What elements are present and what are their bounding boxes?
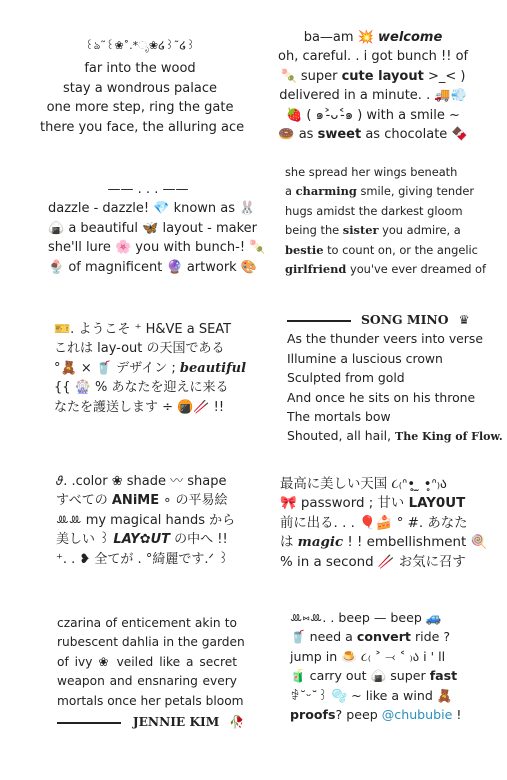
block-color-shade xyxy=(56,472,236,569)
text-line: of ivy ❀ veiled like a secret xyxy=(57,654,237,669)
text-line xyxy=(285,182,475,201)
text-segment: smile, giving tender xyxy=(356,184,475,199)
text-line xyxy=(285,260,487,279)
text-line: 🎫. ようこそ ⁺ H&VE a SEAT xyxy=(54,322,232,337)
text-line: The mortals bow xyxy=(287,409,391,425)
text-line xyxy=(285,241,478,260)
text-line: As the thunder veers into verse xyxy=(287,331,483,347)
text-line: 𝜗. .color ❀ shade 〰 shape xyxy=(56,474,227,489)
text-segment: は xyxy=(280,535,298,551)
text-segment: ? peep xyxy=(335,707,382,723)
text-segment: 🧃 carry out 🍙 super xyxy=(290,668,430,684)
text-line: 🍙 a beautiful 🦋 layout - maker xyxy=(48,220,258,236)
username-link[interactable]: @chububie xyxy=(381,707,453,723)
text-segment: ba—am 💥 xyxy=(303,30,378,45)
block-czarina xyxy=(57,614,245,732)
divider xyxy=(57,722,121,724)
text-line xyxy=(290,666,470,685)
block-heaven-password xyxy=(280,475,488,572)
text-line: 最高に美しい天国 ૮₍ᐢ•̥ ̫ •̥ᐢ₎ა xyxy=(280,477,447,492)
text-line: hugs amidst the darkest gloom xyxy=(285,203,463,218)
emphasis-text: The King of Flow. xyxy=(395,430,503,444)
text-line xyxy=(287,426,503,446)
text-segment: すべての xyxy=(56,493,112,509)
block-dazzle xyxy=(48,180,266,277)
emphasis-text: LAY✿UT xyxy=(113,532,171,548)
divider xyxy=(287,320,351,322)
emphasis-text: proofs xyxy=(290,707,336,723)
emphasis-text: charming xyxy=(295,184,357,199)
text-line: oh, careful. . i got bunch !! of xyxy=(278,49,469,65)
text-line: she spread her wings beneath xyxy=(285,165,458,179)
title-row xyxy=(287,310,470,329)
text-segment: a xyxy=(285,184,296,199)
emphasis-text: magic xyxy=(297,534,344,551)
text-line: 🍨 of magnificent 🔮 artwork 🎨 xyxy=(48,259,258,275)
text-line: she'll lure 🌸 you with bunch-! 🍡 xyxy=(48,240,266,256)
text-segment: 🥤 need a xyxy=(290,629,357,645)
text-line xyxy=(278,28,468,47)
text-line xyxy=(285,221,461,240)
emphasis-text: LAY0UT xyxy=(408,496,466,512)
text-segment: you admire, a xyxy=(378,223,461,238)
section-title: JENNIE KIM xyxy=(132,715,220,730)
text-line: czarina of enticement akin to xyxy=(57,616,237,630)
text-line: Illumine a luscious crown xyxy=(287,350,443,366)
emphasis-text: convert xyxy=(356,629,411,645)
text-line: % in a second 🥢 お気に召す xyxy=(280,554,466,570)
text-segment: ! xyxy=(452,707,462,723)
text-line: ꒆ˘ᵕ˘꒱ 🫧 ~ like a wind 🧸 xyxy=(290,687,453,703)
text-line xyxy=(290,705,470,724)
text-segment: you've ever dreamed of xyxy=(346,262,487,277)
emphasis-text: ANiME xyxy=(111,493,160,509)
text-segment: 美しい ꒱ xyxy=(56,532,114,548)
emphasis-text: welcome xyxy=(378,30,443,45)
decor-header: —— . . . —— xyxy=(107,182,189,197)
crown-icon: ♛ xyxy=(458,312,470,327)
text-line: 前に出る. . . 🎈🍰 ° #. あなた xyxy=(280,515,468,531)
text-line: ꔛ⑅ꔛ. . beep — beep 🚙 xyxy=(290,610,442,625)
block-wings xyxy=(285,163,487,279)
text-line: weapon and ensnaring every xyxy=(57,674,237,689)
emphasis-text: cute layout xyxy=(341,68,424,84)
emphasis-text: bestie xyxy=(285,242,324,257)
text-line: stay a wondrous palace xyxy=(63,80,217,96)
text-segment: to count on, or the angelic xyxy=(323,242,478,257)
text-line: And once he sits on his throne xyxy=(287,389,476,405)
title-row xyxy=(57,713,245,732)
text-segment: ∘ の平易絵 xyxy=(159,493,228,509)
text-segment: 🎀 password ; 甘い xyxy=(280,496,409,512)
text-line xyxy=(56,491,231,510)
text-segment: being the xyxy=(285,223,343,238)
text-segment: ! ! embellishment 🍭 xyxy=(343,535,488,551)
text-line: 🍓 ( ๑˃̵ᴗ˂̵๑ ) with a smile ~ xyxy=(286,107,460,123)
text-segment: as chocolate 🍫 xyxy=(361,127,468,143)
decor-header: ꒰ঌ˜꒰❀˚.*ೃ❀໒꒱˜໒꒱ xyxy=(85,39,195,52)
text-line: ⁺. . ❥ 全てが . °綺麗です.ᐟ ꒱ xyxy=(56,551,229,567)
block-welcome xyxy=(278,28,468,144)
text-line xyxy=(278,125,468,144)
text-line: mortals once her petals bloom xyxy=(57,693,244,708)
block-beep xyxy=(290,608,470,724)
text-segment: の中へ !! xyxy=(170,532,228,548)
text-line: one more step, ring the gate xyxy=(46,100,234,116)
text-line xyxy=(278,67,468,86)
emphasis-text: fast xyxy=(429,668,458,684)
block-song-mino xyxy=(287,310,503,447)
text-line xyxy=(280,494,470,513)
emphasis-text: beautiful xyxy=(179,360,247,376)
text-line: there you face, the alluring ace xyxy=(40,119,245,135)
block-welcome-seat xyxy=(54,320,247,417)
wilted-rose-icon: 🥀 xyxy=(229,715,245,730)
text-line xyxy=(280,533,488,552)
emphasis-text: sweet xyxy=(317,127,362,143)
text-segment: Shouted, all hail, xyxy=(287,428,396,444)
text-line: jump in 🍮 ૮₍ ˃ ⤙ ˂ ₎ა i ' ll xyxy=(290,648,446,664)
block-fairytale xyxy=(40,36,245,137)
text-line xyxy=(290,627,470,646)
text-line: {{ 🎡 % あなたを迎えに来る xyxy=(54,380,229,396)
emphasis-text: sister xyxy=(342,223,379,238)
text-segment: 🍩 as xyxy=(278,127,318,143)
text-line: dazzle - dazzle! 💎 known as 🐰 xyxy=(48,201,256,217)
text-line: これは lay-out の天国である xyxy=(54,341,225,357)
text-line: ꔛꔛ my magical hands から xyxy=(56,512,236,528)
text-segment: ride ? xyxy=(410,629,451,645)
text-segment: >_< ) xyxy=(423,68,466,84)
text-line: Sculpted from gold xyxy=(287,370,405,386)
text-line: なたを護送します ÷ 🍘🥢 !! xyxy=(54,399,225,415)
text-line xyxy=(54,359,247,378)
text-line: rubescent dahlia in the garden xyxy=(57,635,245,650)
text-segment: °🧸 × 🥤 デザイン ; xyxy=(54,360,180,376)
text-segment: 🍡 super xyxy=(280,68,342,84)
text-line: delivered in a minute. . 🚚💨 xyxy=(279,88,467,104)
text-line: far into the wood xyxy=(84,61,196,77)
section-title: SONG MINO xyxy=(360,312,449,327)
text-line xyxy=(56,530,231,549)
emphasis-text: girlfriend xyxy=(285,262,347,277)
